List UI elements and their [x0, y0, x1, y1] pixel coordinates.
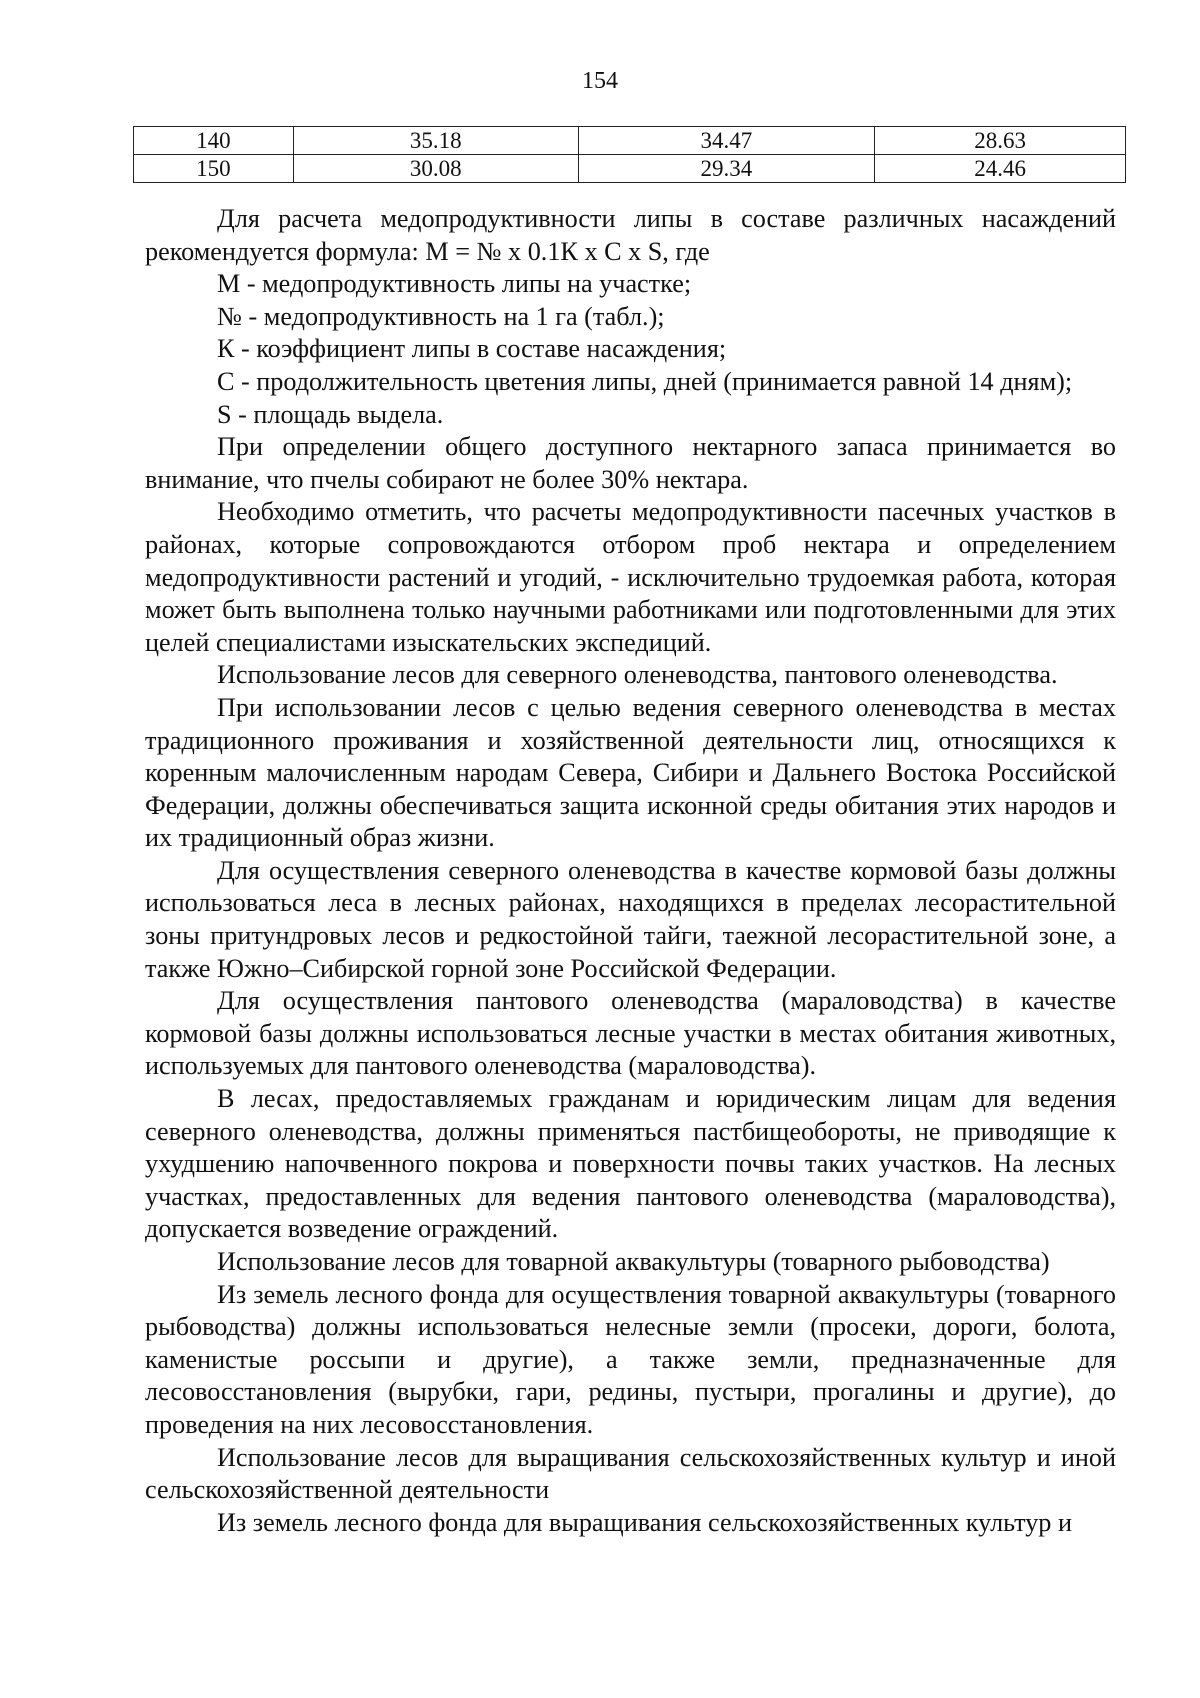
table-cell: 30.08 [293, 155, 578, 183]
definition-line: № - медопродуктивность на 1 га (табл.); [217, 301, 665, 331]
paragraph: Из земель лесного фонда для осуществления товарной аквакультуры (товарного рыбоводства) должны использоваться нелесные земли (просеки, дороги, болота, каменистые россыпи и другие), а также земли, предназначенные для лесовосстановления (вырубки, гари, редины, пустыри, прогалины и другие), до проведения на них лесовосстановления. [145, 1279, 1116, 1439]
paragraph: Необходимо отметить, что расчеты медопродуктивности пасечных участков в районах, которые сопровождаются отбором проб нектара и определением медопродуктивности растений и угодий, - исключительно трудоемкая работа, которая может быть выполнена только научными работниками или подготовленными для этих целей специалистами изыскательских экспедиций. [145, 497, 1116, 657]
table-cell: 34.47 [578, 127, 875, 155]
definition-line: С - продолжительность цветения липы, дней (принимается равной 14 дням); [217, 366, 1073, 396]
nectar-table [133, 126, 1126, 183]
table-row [134, 127, 1126, 155]
paragraph: Для осуществления северного оленеводства в качестве кормовой базы должны использоваться леса в лесных районах, находящихся в пределах лесорастительной зоны притундровых лесов и редкостойной тайги, таежной лесорастительной зоне, а также Южно–Сибирской горной зоне Российской Федерации. [145, 855, 1116, 983]
definition-line: М - медопродуктивность липы на участке; [217, 269, 692, 299]
section-heading: Использование лесов для выращивания сельскохозяйственных культур и иной сельскохозяйственной деятельности [145, 1442, 1116, 1505]
paragraph: Для расчета медопродуктивности липы в составе различных насаждений рекомендуется формула: М = № х 0.1К х С х S, где [145, 204, 1116, 266]
table-cell: 150 [134, 155, 294, 183]
paragraph: При использовании лесов с целью ведения северного оленеводства в местах традиционного проживания и хозяйственной деятельности лиц, относящихся к коренным малочисленным народам Севера, Сибири и Дальнего Востока Российской Федерации, должны обеспечиваться защита исконной среды обитания этих народов и их традиционный образ жизни. [145, 692, 1116, 853]
definition-line: S - площадь выдела. [217, 399, 444, 429]
page-number: 154 [582, 68, 618, 94]
table-cell: 24.46 [875, 155, 1126, 183]
paragraph: Для осуществления пантового оленеводства (мараловодства) в качестве кормовой базы должны использоваться лесные участки в местах обитания животных, используемых для пантового оленеводства (мараловодства). [145, 986, 1116, 1081]
table-row [134, 155, 1126, 183]
table-cell: 140 [134, 127, 294, 155]
definition-line: К - коэффициент липы в составе насаждения; [217, 334, 727, 364]
section-heading: Использование лесов для товарной аквакультуры (товарного рыбоводства) [217, 1247, 1050, 1276]
body-text [145, 203, 1116, 1539]
table-cell: 29.34 [578, 155, 875, 183]
paragraph: При определении общего доступного нектарного запаса принимается во внимание, что пчелы собирают не более 30% нектара. [145, 432, 1116, 494]
section-heading: Использование лесов для северного оленеводства, пантового оленеводства. [217, 660, 1058, 690]
table-cell: 35.18 [293, 127, 578, 155]
paragraph: Из земель лесного фонда для выращивания сельскохозяйственных культур и [217, 1507, 1072, 1537]
table-cell: 28.63 [875, 127, 1126, 155]
paragraph: В лесах, предоставляемых гражданам и юридическим лицам для ведения северного оленеводства, должны применяться пастбищеобороты, не приводящие к ухудшению напочвенного покрова и поверхности почвы таких участков. На лесных участках, предоставленных для ведения пантового оленеводства (мараловодства), допускается возведение ограждений. [145, 1084, 1116, 1244]
